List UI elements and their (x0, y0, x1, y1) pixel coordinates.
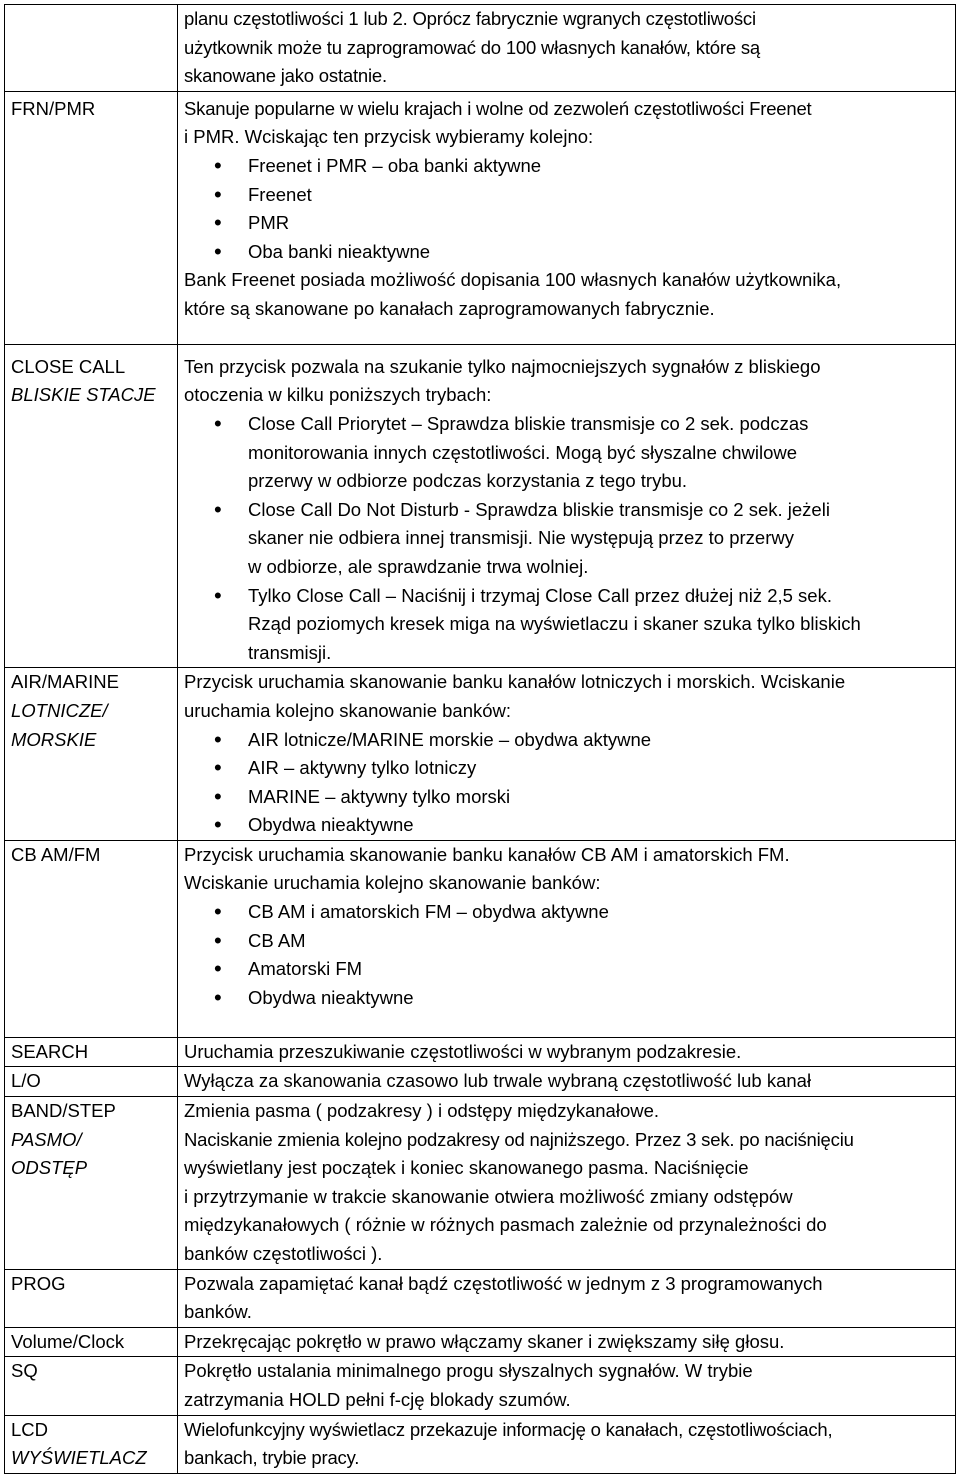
list-item: • Obydwa nieaktywne (184, 984, 949, 1013)
table-row (5, 1037, 956, 1067)
list-item: • Amatorski FM (184, 955, 949, 984)
function-name: CLOSE CALL (11, 355, 126, 377)
description-line: Pokrętło ustalania minimalnego progu słyszalnych sygnałów. W trybie (184, 1360, 753, 1382)
function-description-cell (178, 1037, 956, 1067)
list-item: • CB AM (184, 927, 949, 956)
function-name-translation: WYŚWIETLACZ (11, 1447, 147, 1469)
function-name-cell (5, 1327, 178, 1357)
table-row (5, 1327, 956, 1357)
function-description-cell (178, 1067, 956, 1097)
list-item: • Close Call Priorytet – Sprawdza bliskie transmisje co 2 sek. podczas monitorowania innych częstotliwości. Mogą być słyszalne chwilowe przerwy w odbiorze podczas korzystania z tego trybu. (184, 410, 949, 496)
description-line: Pozwala zapamiętać kanał bądź częstotliwość w jednym z 3 programowanych (184, 1272, 823, 1294)
function-name-cell (5, 1037, 178, 1067)
list-item: • Tylko Close Call – Naciśnij i trzymaj Close Call przez dłużej niż 2,5 sek. Rząd poziomych kresek miga na wyświetlaczu i skaner szuka tylko bliskich transmisji. (184, 582, 949, 668)
description-line: Zmienia pasma ( podzakresy ) i odstępy międzykanałowe. (184, 1100, 660, 1122)
bullet-list (184, 898, 949, 1012)
list-item: • AIR – aktywny tylko lotniczy (184, 754, 949, 783)
description-line: Przycisk uruchamia skanowanie banku kanałów CB AM i amatorskich FM. (184, 843, 790, 865)
description-line: i przytrzymanie w trakcie skanowanie otwiera możliwość zmiany odstępów (184, 1185, 793, 1207)
list-item: • Freenet i PMR – oba banki aktywne (184, 152, 949, 181)
list-item: • PMR (184, 209, 949, 238)
function-name-cell (5, 1269, 178, 1327)
description-line: i PMR. Wciskając ten przycisk wybieramy kolejno: (184, 126, 594, 148)
description-line: banków częstotliwości ). (184, 1243, 383, 1265)
function-name: CB AM/FM (11, 843, 101, 865)
function-name-cell (5, 840, 178, 1037)
description-line: banków. (184, 1301, 252, 1323)
function-description-cell (178, 1097, 956, 1270)
function-name: FRN/PMR (11, 97, 96, 119)
list-item: • Obydwa nieaktywne (184, 811, 949, 840)
table-row (5, 1067, 956, 1097)
description-line: które są skanowane po kanałach zaprogramowanych fabrycznie. (184, 297, 715, 319)
function-name-translation: PASMO/ (11, 1128, 82, 1150)
list-item: • Freenet (184, 181, 949, 210)
function-name-cell (5, 344, 178, 668)
description-line: uruchamia kolejno skanowanie banków: (184, 699, 512, 721)
table-row (5, 840, 956, 1037)
function-description-cell (178, 91, 956, 344)
description-line: Uruchamia przeszukiwanie częstotliwości w wybranym podzakresie. (184, 1040, 742, 1062)
description-line: Przekręcając pokrętło w prawo włączamy skaner i zwiększamy siłę głosu. (184, 1330, 785, 1352)
function-description-cell (178, 1269, 956, 1327)
function-name-translation: MORSKIE (11, 728, 97, 750)
table-row (5, 668, 956, 841)
bullet-list (184, 410, 949, 667)
description-line: bankach, trybie pracy. (184, 1447, 360, 1469)
function-name: BAND/STEP (11, 1100, 116, 1122)
table-row (5, 1357, 956, 1415)
function-name-translation: BLISKIE STACJE (11, 384, 156, 406)
list-item: • Oba banki nieaktywne (184, 238, 949, 267)
function-name-translation: ODSTĘP (11, 1157, 88, 1179)
list-item: • CB AM i amatorskich FM – obydwa aktywne (184, 898, 949, 927)
function-description-cell (178, 5, 956, 92)
description-line: Naciskanie zmienia kolejno podzakresy od najniższego. Przez 3 sek. po naciśnięciu (184, 1128, 854, 1150)
bullet-list (184, 726, 949, 840)
function-description-cell (178, 1357, 956, 1415)
description-line: Ten przycisk pozwala na szukanie tylko najmocniejszych sygnałów z bliskiego (184, 355, 821, 377)
function-description-cell (178, 1415, 956, 1473)
function-name: PROG (11, 1272, 66, 1294)
function-table (4, 4, 956, 1474)
function-description-cell (178, 668, 956, 841)
description-line: Przycisk uruchamia skanowanie banku kanałów lotniczych i morskich. Wciskanie (184, 671, 846, 693)
function-name-cell (5, 1415, 178, 1473)
function-name-cell (5, 1097, 178, 1270)
description-line: Wielofunkcyjny wyświetlacz przekazuje informację o kanałach, częstotliwościach, (184, 1418, 833, 1440)
description-line: wyświetlany jest początek i koniec skanowanego pasma. Naciśnięcie (184, 1157, 749, 1179)
function-name-cell (5, 5, 178, 92)
function-name: SQ (11, 1360, 38, 1382)
bullet-list (184, 152, 949, 266)
table-row (5, 5, 956, 92)
description-line: skanowane jako ostatnie. (184, 65, 387, 87)
function-name: L/O (11, 1070, 41, 1092)
description-line: otoczenia w kilku poniższych trybach: (184, 384, 492, 406)
table-row (5, 1415, 956, 1473)
list-item: • MARINE – aktywny tylko morski (184, 783, 949, 812)
description-line: Wciskanie uruchamia kolejno skanowanie banków: (184, 872, 601, 894)
function-name-cell (5, 668, 178, 841)
description-line: planu częstotliwości 1 lub 2. Oprócz fabrycznie wgranych częstotliwości (184, 8, 756, 29)
function-name: Volume/Clock (11, 1330, 125, 1352)
description-line: zatrzymania HOLD pełni f-cję blokady szumów. (184, 1389, 571, 1410)
list-item: • Close Call Do Not Disturb - Sprawdza bliskie transmisje co 2 sek. jeżeli skaner nie odbiera innej transmisji. Nie występują przez to przerwy w odbiorze, ale sprawdzanie trwa wolniej. (184, 496, 949, 582)
function-description-cell (178, 840, 956, 1037)
description-line: Bank Freenet posiada możliwość dopisania 100 własnych kanałów użytkownika, (184, 269, 842, 291)
description-line: międzykanałowych ( różnie w różnych pasmach zależnie od przynależności do (184, 1214, 827, 1236)
table-row (5, 1097, 956, 1270)
function-name: LCD (11, 1418, 49, 1440)
table-row (5, 91, 956, 344)
table-row (5, 1269, 956, 1327)
function-description-cell (178, 344, 956, 668)
description-line: Skanuje popularne w wielu krajach i wolne od zezwoleń częstotliwości Freenet (184, 97, 812, 119)
table-row (5, 344, 956, 668)
function-name-cell (5, 1357, 178, 1415)
function-description-cell (178, 1327, 956, 1357)
function-name: AIR/MARINE (11, 671, 119, 693)
function-name-cell (5, 1067, 178, 1097)
list-item: • AIR lotnicze/MARINE morskie – obydwa aktywne (184, 726, 949, 755)
function-name-translation: LOTNICZE/ (11, 699, 108, 721)
description-line: Wyłącza za skanowania czasowo lub trwale wybraną częstotliwość lub kanał (184, 1070, 812, 1092)
function-name-cell (5, 91, 178, 344)
description-line: użytkownik może tu zaprogramować do 100 własnych kanałów, które są (184, 36, 761, 58)
function-name: SEARCH (11, 1040, 89, 1062)
